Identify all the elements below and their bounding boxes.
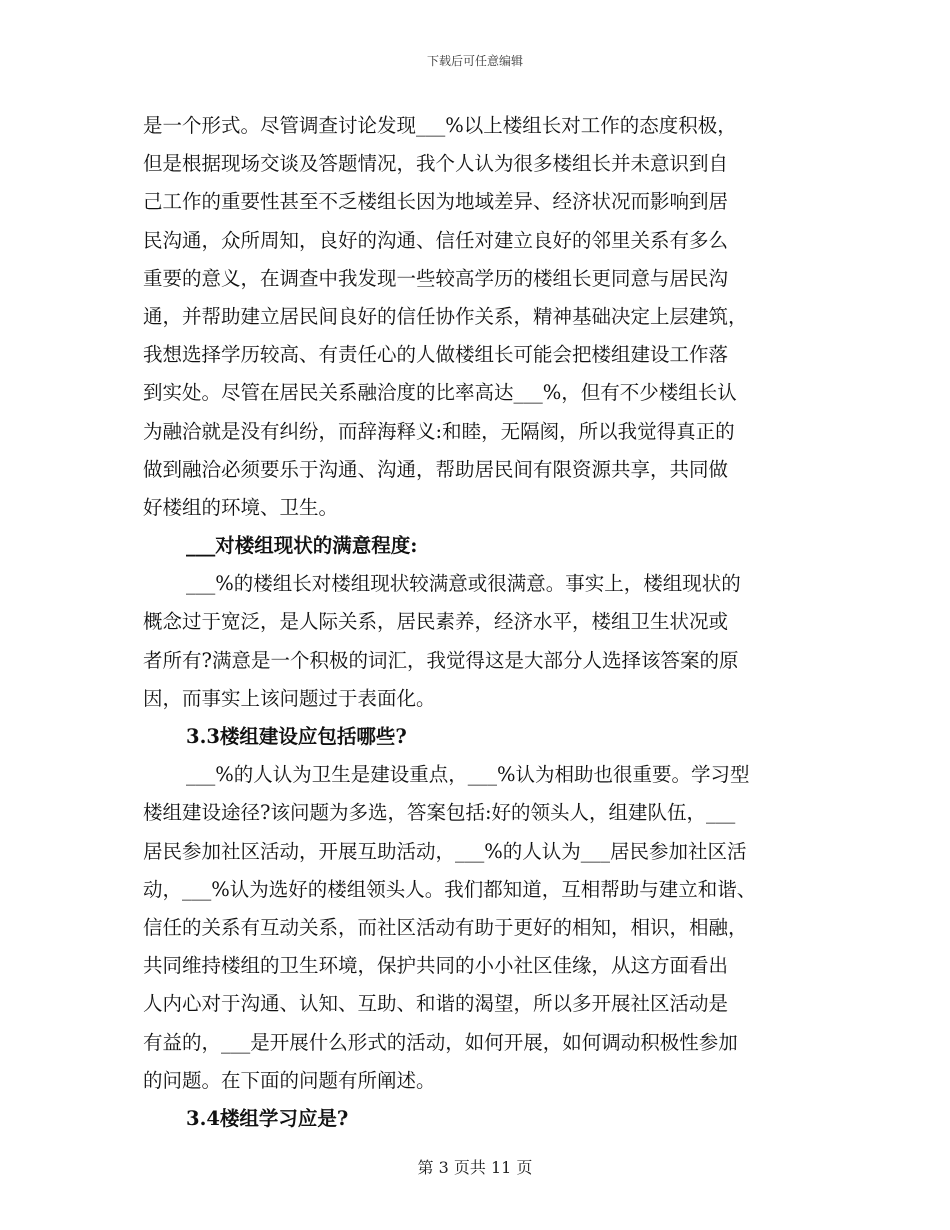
text-line: 因，而事实上该问题过于表面化。 [143,686,436,710]
page-header: 下载后可任意编辑 [426,54,523,68]
text-line: 楼组建设途径?该问题为多选，答案包括:好的领头人，组建队伍，___ [143,801,736,825]
text-line: 的问题。在下面的问题有所阐述。 [143,1068,436,1092]
text-line: 通，并帮助建立居民间良好的信任协作关系，精神基础决定上层建筑， [143,304,748,328]
section-heading: 3.4楼组学习应是? [186,1106,349,1130]
text-line: 者所有?满意是一个积极的词汇，我觉得这是大部分人选择该答案的原 [143,648,739,672]
text-line: 动，___%认为选好的楼组领头人。我们都知道，互相帮助与建立和谐、 [143,877,757,901]
text-line: 为融洽就是没有纠纷，而辞海释义:和睦，无隔阂，所以我觉得真正的 [143,419,735,443]
text-line: 有益的，___是开展什么形式的活动，如何开展，如何调动积极性参加 [143,1030,738,1054]
text-line: 己工作的重要性甚至不乏楼组长因为地域差异、经济状况而影响到居 [143,190,729,214]
section-heading: ___对楼组现状的满意程度: [186,534,418,558]
text-line: 是一个形式。尽管调查讨论发现___%以上楼组长对工作的态度积极， [143,114,737,137]
text-line: 做到融洽必须要乐于沟通、沟通，帮助居民间有限资源共享，共同做 [143,457,729,481]
text-line: 信任的关系有互动关系，而社区活动有助于更好的相知，相识，相融， [143,915,748,939]
text-line: 但是根据现场交谈及答题情况，我个人认为很多楼组长并未意识到自 [143,152,729,176]
text-line: 共同维持楼组的卫生环境，保护共同的小小社区佳缘，从这方面看出 [143,954,729,978]
text-line: ___%的人认为卫生是建设重点，___%认为相助也很重要。学习型 [186,763,750,787]
text-line: 我想选择学历较高、有责任心的人做楼组长可能会把楼组建设工作落 [143,343,729,367]
page-number: 第 3 页共 11 页 [417,1158,533,1177]
text-line: 概念过于宽泛，是人际关系，居民素养，经济水平，楼组卫生状况或 [143,610,729,634]
text-line: 居民参加社区活动，开展互助活动，___%的人认为___居民参加社区活 [143,839,747,863]
text-line: 到实处。尽管在居民关系融洽度的比率高达___%，但有不少楼组长认 [143,381,737,405]
section-heading: 3.3楼组建设应包括哪些? [186,725,407,748]
text-line: ___%的楼组长对楼组现状较满意或很满意。事实上，楼组现状的 [186,572,741,596]
text-line: 好楼组的环境、卫生。 [143,495,339,519]
text-line: 人内心对于沟通、认知、互助、和谐的渴望，所以多开展社区活动是 [143,992,729,1016]
text-line: 民沟通，众所周知，良好的沟通、信任对建立良好的邻里关系有多么 [143,228,729,252]
text-line: 重要的意义，在调查中我发现一些较高学历的楼组长更同意与居民沟 [143,266,729,290]
document-body [143,107,807,1138]
